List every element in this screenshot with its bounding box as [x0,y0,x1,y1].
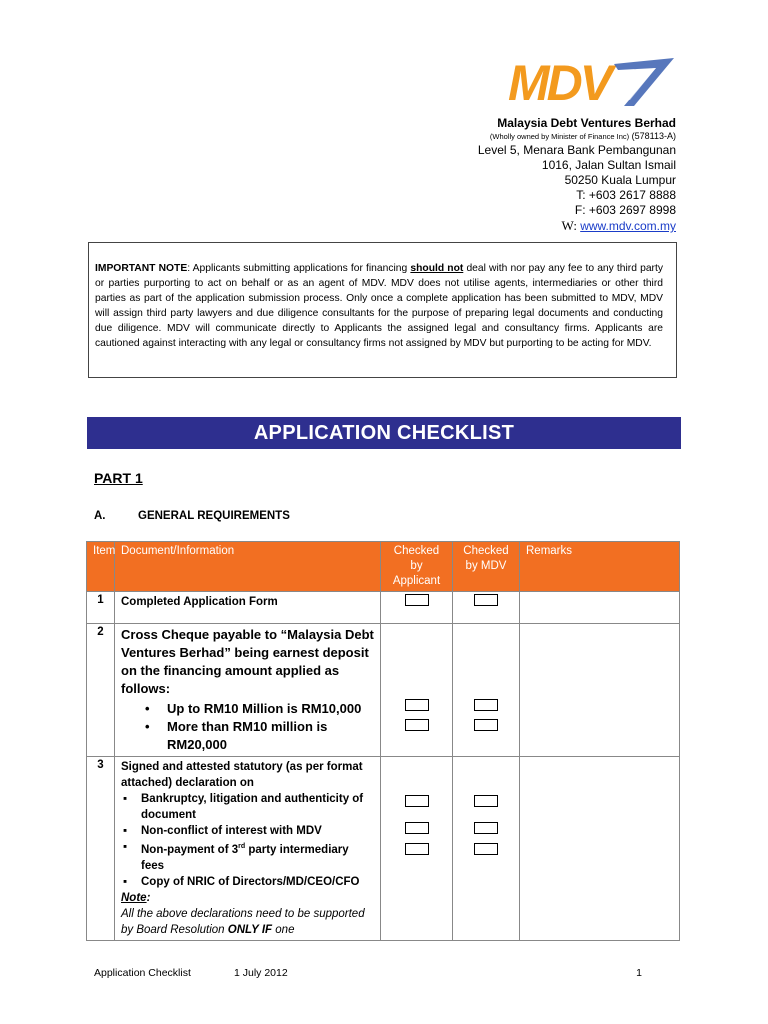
website-link[interactable]: www.mdv.com.my [580,219,676,233]
declaration-note-text: All the above declarations need to be supported by Board Resolution ONLY IF one [121,907,365,936]
company-name: Malaysia Debt Ventures Berhad [497,116,676,130]
applicant-checkbox[interactable] [405,822,429,834]
table-header-row [87,542,680,592]
telephone: T: +603 2617 8888 [576,188,676,202]
remarks-cell[interactable] [520,624,680,757]
table-row [87,592,680,624]
remarks-cell[interactable] [520,757,680,941]
mdv-logo [506,56,676,108]
company-info [478,116,676,234]
part-heading: PART 1 [94,470,143,486]
page-title: APPLICATION CHECKLIST [87,417,681,449]
section-heading: A. GENERAL REQUIREMENTS [94,510,290,522]
list-item: • Up to RM10 Million is RM10,000 [121,700,374,718]
header-item: Item [87,542,115,592]
list-item: ▪ Non-payment of 3rd party intermediary fees [121,839,374,874]
mdv-checkbox[interactable] [474,822,498,834]
checklist-table [86,541,680,941]
item-document: Signed and attested statutory (as per format attached) declaration on ▪ Bankruptcy, litigation and authenticity of document ▪ Non-conflict of interest with MDV ▪ Non-payment of 3rd party intermediary fees ▪ Copy of NRIC of Directors/MD/CEO/CFO Note: All the above declarations need to be supported by Board Resolution ONLY IF one [115,757,381,941]
address-line-1: Level 5, Menara Bank Pembangunan [477,143,676,157]
item-number: 1 [87,592,115,624]
item-document: Cross Cheque payable to “Malaysia Debt Ventures Berhad” being earnest deposit on the financing amount applied as follows: • Up to RM10 Million is RM10,000 • More than RM10 million is RM20,000 [115,624,381,757]
applicant-checkbox[interactable] [405,719,429,731]
list-item: ▪ Bankruptcy, litigation and authenticity of document [121,791,374,823]
address-line-2: 1016, Jalan Sultan Ismail [541,158,676,172]
note-label: IMPORTANT NOTE [95,263,188,274]
header-document: Document/Information [115,542,381,592]
company-registration: (Wholly owned by Minister of Finance Inc) (578113-A) [489,131,676,141]
mdv-checkbox[interactable] [474,719,498,731]
item-number: 2 [87,624,115,757]
list-item: ▪ Non-conflict of interest with MDV [121,823,374,839]
mdv-checkbox[interactable] [474,699,498,711]
declaration-note: Note: [121,891,151,904]
item-document: Completed Application Form [115,592,381,624]
footer-date: 1 July 2012 [234,967,288,979]
applicant-checkbox[interactable] [405,843,429,855]
applicant-checkbox[interactable] [405,795,429,807]
header-remarks: Remarks [520,542,680,592]
applicant-checkbox[interactable] [405,699,429,711]
website: W: www.mdv.com.my [561,218,676,233]
mdv-checkbox[interactable] [474,795,498,807]
fax: F: +603 2697 8998 [574,203,676,217]
note-emphasis: should not [410,263,464,274]
applicant-checkbox[interactable] [405,594,429,606]
remarks-cell[interactable] [520,592,680,624]
logo-text: MDV [508,56,611,108]
mdv-checkbox[interactable] [474,843,498,855]
footer-page-number: 1 [636,967,642,979]
address-line-3: 50250 Kuala Lumpur [564,173,676,187]
item-number: 3 [87,757,115,941]
mdv-checkbox[interactable] [474,594,498,606]
list-item: • More than RM10 million is RM20,000 [121,718,374,754]
header-checked-mdv: Checked by MDV [453,542,520,592]
table-row [87,624,680,757]
table-row [87,757,680,941]
important-note: IMPORTANT NOTE: Applicants submitting applications for financing should not deal with nor pay any fee to any third party or parties purporting to act on behalf or as an agent of MDV. MDV does not utilise agents, intermediaries or other third parties as part of the application submission process. Only once a complete application has been submitted to MDV, MDV will assign third party lawyers and due diligence consultants for the purpose of preparing legal documents and conducting due diligence. MDV will communicate directly to Applicants the assigned legal and consultancy firms. Applicants are cautioned against interacting with any legal or consultancy firms not assigned by MDV but purporting to be acting for MDV. [88,242,677,378]
header-checked-applicant: Checked by Applicant [381,542,453,592]
list-item: ▪ Copy of NRIC of Directors/MD/CEO/CFO [121,874,374,890]
footer-document-name: Application Checklist [94,967,191,979]
